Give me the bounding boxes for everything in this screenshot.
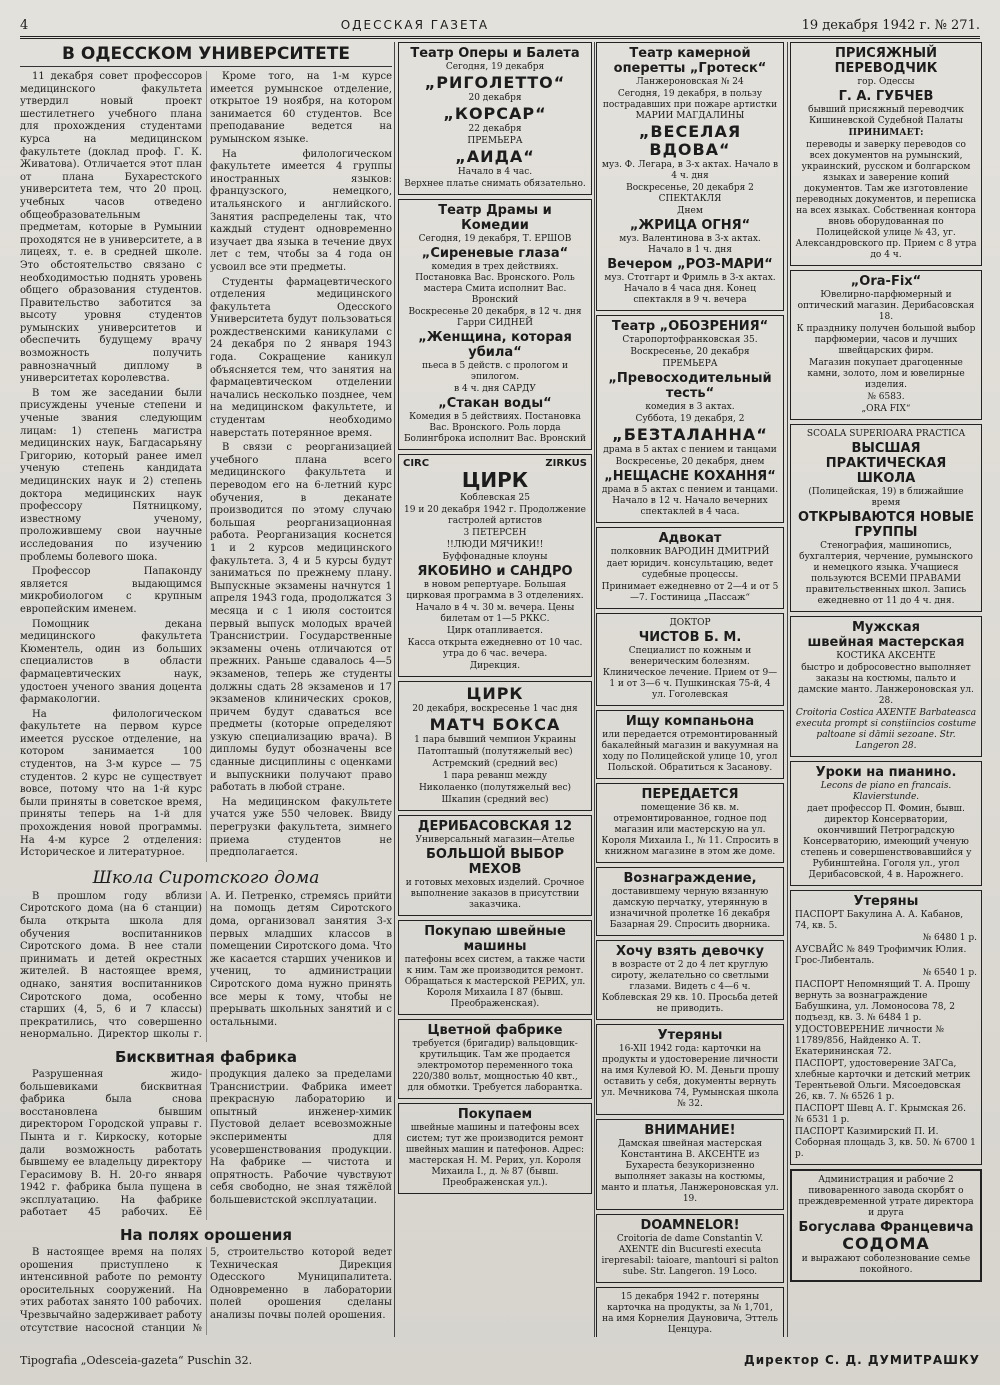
article-title: На полях орошения: [119, 1226, 293, 1245]
column-rule: [394, 42, 395, 1337]
article-university: 11 декабря совет профессоров медицинского факультета утвердил новый проект шестилетнего учебного плана для прохождения студентами курса на медицинском факультете (доклад проф. Г. К. Живатова). Отличается этот план от плана Бухарестского университета тем, что 20 проц. учебных часов отведено общеобразовательным предметам, которые в Румынии проходятся не в университете, а в лицеях, т. е. в средней школе. Это обстоятельство связано с необходимостью поднять уровень общего образования студентов. Правительство заботится за высоту уровня студентов румынских университетов и обеспечить будущему врачу возможность получить равнозначный диплому в университетах королевства. В том же заседании были присуждены ученые степени и ученые звания следующим лицам: 1) степень магистра медицинских наук, Багдасарьяну Григорию, который ранее имел ученую степень кандидата медицинских наук и 2) степень доктора медицинских наук профессору Пятницкому, известному ученому, проложившему свои научные исследования по изучению проблемы болевого шока. Профессор Папаконду является выдающимся микробиологом с крупным европейским именем. Помощник декана медицинского факультета Кюментель, один из больших специалистов в области фармацевтических наук, удостоен ученого звания доцента фармакологии. На филологическом факультете на первом курсе имеется русское отделение, на котором занимается 100 студентов, на 3-м курсе — 75 студентов. 2 курс не существует вовсе, потому что на 1-й курс были приняты в советское время, приняты теперь на 1-й для прохождения новой программы. На 4-м курсе 2 отделения: Историческое и литературное. Кроме того, на 1-м курсе имеется румынское отделение, открытое 19 ноября, на котором занимается 60 студентов. Все преподавание ведется на румынском языке. На филологическом факультете имеется 4 группы иностранных языков: французского, немецкого, итальянского и английского. Занятия распределены так, что каждый студент одновременно изучает два языка в течение двух лет с тем, чтобы за 4 года он усвоил все эти предметы. Студенты фармацевтического отделения медицинского факультета Одесского Университета будут пользоваться рождественскими каникулами с 24 декабря по 2 января 1943 года. Сокращение каникул объясняется тем, что занятия на фармацевтическом отделении начались несколько позднее, чем на медицинском факультете, и студентам необходимо наверстать потерянное время. В связи с реорганизацией учебного плана всего медицинского факультета и переводом его на 6-летний курс обучения, в деканате производится по этому случаю большая реорганизационная работа. Реорганизация коснется 1 и 2 курсов медицинского факультета. 3, 4 и 5 курсы будут заниматься по прежнему плану. Выпускные экзамены начнутся 1 апреля 1943 года, продолжатся 3 месяца и с 1 июля состоится первый выпуск молодых врачей Транснистрии. Государственные экзамены очень отличаются от прежних. Раньше сдавалось 4—5 экзаменов, теперь же студенты должны сдать 28 экзаменов и 17 экзаменов клинических сроков, причем будут сдаваться все предметы (которые определяют узкую специализацию врача). В дипломы будут обозначены все сданные дисциплины с оценками и выпускники получают право работать в любой стране. На медицинском факультете учатся уже 550 человек. Ввиду перегрузки факультета, зимнего приема студентов не предполагается.: [20, 71, 392, 859]
ad-buying: Покупаем швейные машины и патефоны всех систем; тут же производится ремонт швейных машин и патефонов. Адрес: мастерская Н. М. Рерих, ул. Короля Михаила I., д. № 87 (бывш. Преображенская ул.).: [398, 1103, 592, 1194]
issue-date: 19 декабря 1942 г. № 271.: [801, 17, 980, 33]
ads-column: [398, 42, 592, 1337]
ad-girl: Хочу взять девочку в возрасте от 2 до 4 лет круглую сироту, желательно со светлыми глазами. Видеть с 4—6 ч. Коблевская 29 кв. 10. Просьба детей не приводить.: [596, 940, 784, 1020]
article-school: В прошлом году вблизи Сиротского дома (на 6 станции) была открыта школа для обучения воспитанников Сиротского дома. В нее стали принимать и детей окрестных жителей. В настоящее время, однако, занятия воспитанников Сиротского дома, особенно старших (4, 5, 6 и 7 классы) прекратились, что совершенно ненормально. Директор школы г. А. И. Петренко, стремясь прийти на помощь детям Сиротского дома, организовал занятия 3-х первых младших классов в помещении Сиротского дома. Что же касается старших учеников и учениц, то администрации Сиротского дома нужно принять все меры к тому, чтобы не прерывать школьных занятий и с остальными.: [20, 890, 392, 1041]
ad-opera: Театр Оперы и Балета Сегодня, 19 декабря „РИГОЛЕТТО“ 20 декабря „КОРСАР“ 22 декабря ПРЕМЬЕРА „АИДА“ Начало в 4 час. Верхнее платье снимать обязательно.: [398, 42, 592, 195]
ads-column: [596, 42, 784, 1337]
ad-factory: Цветной фабрике требуется (бригадир) вальцовщик-крутильщик. Там же продается электромотор переменного тока 220/380 вольт, мощностью 40 квт., для обмотки. Требуется лаборантка.: [398, 1019, 592, 1099]
ad-attention: ВНИМАНИЕ! Дамская швейная мастерская Константина В. АКСЕНТЕ из Бухареста безукоризненно выполняет заказы на костюмы, манто и платья, Ланжероновская ул. 19.: [596, 1119, 784, 1210]
printer-imprint: Tipografia „Odesceia-gazeta“ Puschin 32.: [20, 1353, 253, 1367]
ad-drama: Театр Драмы и Комедии Сегодня, 19 декабря, Т. ЕРШОВ „Сиреневые глаза“ комедия в трех действиях. Постановка Вас. Вронского. Роль мастера Смита исполнит Вас. Вронский Воскресенье 20 декабря, в 12 ч. дня Гарри СИДНЕЙ „Женщина, которая убила“ пьеса в 5 действ. с прологом и эпилогом. в 4 ч. дня САРДУ „Стакан воды“ Комедия в 5 действиях. Постановка Вас. Вронского. Роль лорда Болингброка исполнит Вас. Вронский: [398, 199, 592, 450]
ads-column: [790, 42, 982, 1337]
article-irrigation: В настоящее время на полях орошения приступлено к интенсивной работе по ремонту оросительных сооружений. На этих работах занято 100 рабочих. Чрезвычайно задерживает работу отсутствие насосной станции № 5, строительство которой ведет Техническая Дирекция Одесского Муниципалитета. Одновременно в лаборатории полей орошения сделаны анализы почвы полей орошения.: [20, 1247, 392, 1334]
article-title: В ОДЕССКОМ УНИВЕРСИТЕТЕ: [20, 44, 392, 67]
ad-lost-documents: Утеряны ПАСПОРТ Бакулина А. А. Кабанов, 74, кв. 5. № 6480 1 р. АУСВАЙС № 849 Трофимчик Юлия. Грос-Либенталь. № 6540 1 р. ПАСПОРТ Непомнящий Т. А. Прошу вернуть за вознаграждение Бабушкина, ул. Ломоносова 78, 2 подъезд, кв. 3. № 6484 1 р. УДОСТОВЕРЕНИЕ личности № 11789/856, Найденко А. Т. Екатерининская 72. ПАСПОРТ, удостоверение ЗАГСа, хлебные карточки и детский метрик Терентьевой Ольги. Мясоедовская 26, кв. 7. № 6526 1 р. ПАСПОРТ Шевц А. Г. Крымская 26. № 6531 1 р. ПАСПОРТ Казимирский П. И. Соборная площадь 3, кв. 50. № 6700 1 р.: [790, 890, 982, 1165]
ad-lost-cards: Утеряны 16-XII 1942 года: карточки на продукты и удостоверение личности на имя Кулевой Ю. М. Деньги прошу оставить у себя, документы вернуть ул. Мечникова 74, Румынская школа № 32.: [596, 1024, 784, 1115]
article-title: Бисквитная фабрика: [114, 1047, 298, 1066]
page-number: 4: [20, 17, 29, 33]
ad-tailor: Мужская швейная мастерская КОСТИКА АКСЕНТЕ быстро и добросовестно выполняет заказы на костюмы, пальто и дамские манто. Ланжероновская ул. 28. Croitoria Costica AXENTE Barbateasca executa prompt si conștiincios costume paltoane si dămii sezoane. Str. Langeron 28.: [790, 616, 982, 757]
article-title: Школа Сиротского дома: [92, 867, 320, 888]
ad-doctor: ДОКТОР ЧИСТОВ Б. М. Специалист по кожным и венерическим болезням. Клиническое лечение. Прием от 9—1 и от 3—6 ч. Пушкинская 75-й, 4 ул. Гоголевская: [596, 613, 784, 706]
column-rule: [594, 42, 595, 1337]
ad-reward: Вознаграждение, доставившему черную вязанную дамскую перчатку, утерянную в изначичной пролетке 16 декабря Базарная 29. Спросить дворника.: [596, 867, 784, 936]
ad-lawyer: Адвокат полковник ВАРОДИН ДМИТРИЙ дает юридич. консультацию, ведет судебные процессы. Принимает ежедневно от 2—4 и от 5—7. Гостиница „Пассаж“: [596, 527, 784, 609]
article-biscuit: Разрушенная жидо-большевиками бисквитная фабрика была снова восстановлена бывшим директором Городской управы г. Пынта и г. Киркоску, которые дали возможность работать бывшему ее владельцу директору Герасимову В. Н. 20-го января 1942 г. фабрика была пущена в эксплуатацию. На фабрике работает 45 рабочих. Её продукция далеко за пределами Транснистрии. Фабрика имеет прекрасную лабораторию и опытный инженер-химик Пустовой делает всевозможные эксперименты для усовершенствования продукции. На фабрике — чистота и опрятность. Рабочие чувствуют себя свободно, не зная тяжёлой большевистской эксплуатации.: [20, 1068, 392, 1219]
ad-obituary: Администрация и рабочие 2 пивоваренного завода скорбят о преждевременной утрате директора и друга Богуслава Францевича СОДОМА и выражают соболезнование семье покойного.: [790, 1169, 982, 1282]
ad-translator: ПРИСЯЖНЫЙ ПЕРЕВОДЧИК гор. Одессы Г. А. ГУБЧЕВ бывший присяжный переводчик Кишиневской Судебной Палаты ПРИНИМАЕТ: переводы и заверку переводов со всех документов на румынский, украинский, русском и болгарском языках и заверение копий документов. Там же изготовление переводных документов, и переписка на всех языках. Собственная контора вновь оборудованная по Полицейской улице № 43, уг. Александровского пр. Прием с 8 утра до 4 ч.: [790, 42, 982, 266]
newspaper-title: ОДЕССКАЯ ГАЗЕТА: [340, 18, 490, 32]
page-footer: [20, 1349, 980, 1371]
ad-practical-school: SCOALA SUPERIOARA PRACTICA ВЫСШАЯ ПРАКТИЧЕСКАЯ ШКОЛА (Полицейская, 19) в ближайшие время ОТКРЫВАЮТСЯ НОВЫЕ ГРУППЫ Стенография, машинопись, бухгалтерия, черчение, румынского и немецкого языка. Учащиеся пользуются ВСЕМИ ПРАВАМИ правительственных школ. Запись ежедневно от 11 до 4 ч. дня.: [790, 424, 982, 612]
ad-doamnelor: DOAMNELOR! Croitoria de dame Constantin V. AXENTE din Bucuresti executa irepresabil: taioare, mantouri si palton sube. Str. Langeron. 19 Loco.: [596, 1214, 784, 1283]
director-signature: Директор С. Д. ДУМИТРАШКУ: [744, 1353, 980, 1367]
ad-ora-fix: „Ora-Fix“ Ювелирно-парфюмерный и оптический магазин. Дерибасовская 18. К празднику получен большой выбор парфюмерии, часов и лучших швейцарских фирм. Магазин покупает драгоценные камни, золото, лом и ювелирные изделия. № 6583. „ORA FIX“: [790, 270, 982, 420]
ad-transfer: ПЕРЕДАЕТСЯ помещение 36 кв. м. отремонтированное, годное под магазин или мастерскую на ул. Короля Михаила I., № 11. Спросить в книжном магазине в этом же доме.: [596, 783, 784, 863]
ad-boxing: ЦИРК 20 декабря, воскресенье 1 час дня МАТЧ БОКСА 1 пара бывший чемпион Украины Патопташый (полутяжелый вес) Астремский (средний вес) 1 пара реванш между Николаенко (полутяжелый вес) Шкапин (средний вес): [398, 681, 592, 811]
news-column: [20, 42, 392, 1337]
ad-circus: CIRC ZIRKUS ЦИРК Коблевская 25 19 и 20 декабря 1942 г. Продолжение гастролей артистов 3 ПЕТЕРСЕН !!ЛЮДИ МЯЧИКИ!! Буффонадные клоуны ЯКОБИНО и САНДРО в новом репертуаре. Большая цирковая программа в 3 отделениях. Начало в 4 ч. 30 м. вечера. Цены билетам от 1—5 РККС. Цирк отапливается. Касса открыта ежедневно от 10 час. утра до 6 час. вечера. Дирекция.: [398, 454, 592, 677]
page-header: [20, 14, 980, 39]
column-rule: [787, 42, 788, 1337]
ad-piano: Уроки на пианино. Lecons de piano en francais. Klavierstunde. дает профессор П. Фомин, бывш. директор Консерватории, окончивший Петроградскую Консерваторию, имеющий ученую степень и совершенствовавшийся у Рубинштейна. Гоголя ул., угол Дерибасовской, 4 в. Нарожнего.: [790, 761, 982, 886]
ad-obozrenie: Театр „ОБОЗРЕНИЯ“ Старопортофранковская 35. Воскресенье, 20 декабря ПРЕМЬЕРА „Превосходительный тесть“ комедия в 3 актах. Суббота, 19 декабря, 2 „БЕЗТАЛАННА“ драма в 5 актах с пением и танцами Воскресенье, 20 декабря, днем „НЕЩАСНЕ КОХАННЯ“ драма в 5 актах с пением и танцами. Начало в 12 ч. Начало вечерних спектаклей в 4 часа.: [596, 315, 784, 523]
ad-partner: Ищу компаньона или передается отремонтированный бакалейный магазин и вакуумная на ходу по Полицейской улице 10, угол Польской. Обратиться к Засанову.: [596, 710, 784, 779]
ad-deribasovskaya: ДЕРИБАСОВСКАЯ 12 Универсальный магазин—Ателье БОЛЬШОЙ ВЫБОР МЕХОВ и готовых меховых изделий. Срочное выполнение заказов в присутствии заказчика.: [398, 815, 592, 916]
ad-sewing-machines: Покупаю швейные машины патефоны всех систем, а также части к ним. Там же производится ремонт. Обращаться к мастерской РЕРИХ, ул. Короля Михаила I 87 (бывш. Преображенская).: [398, 920, 592, 1015]
ad-grotesk: Театр камерной оперетты „Гротеск“ Ланжероновская № 24 Сегодня, 19 декабря, в пользу пострадавших при пожаре артистки МАРИИ МАГДАЛИНЫ „ВЕСЕЛАЯ ВДОВА“ муз. Ф. Легара, в 3-х актах. Начало в 4 ч. дня Воскресенье, 20 декабря 2 СПЕКТАКЛЯ Днем „ЖРИЦА ОГНЯ“ муз. Валентинова в 3-х актах. Начало в 1 ч. дня Вечером „РОЗ-МАРИ“ муз. Стотгарт и Фримль в 3-х актах. Начало в 4 часа дня. Конец спектакля в 9 ч. вечера: [596, 42, 784, 311]
ad-lost-cards-2: 15 декабря 1942 г. потеряны карточка на продукты, за № 1,701, на имя Корнелия Дауновича, Эттель Ценцура.: [596, 1287, 784, 1337]
